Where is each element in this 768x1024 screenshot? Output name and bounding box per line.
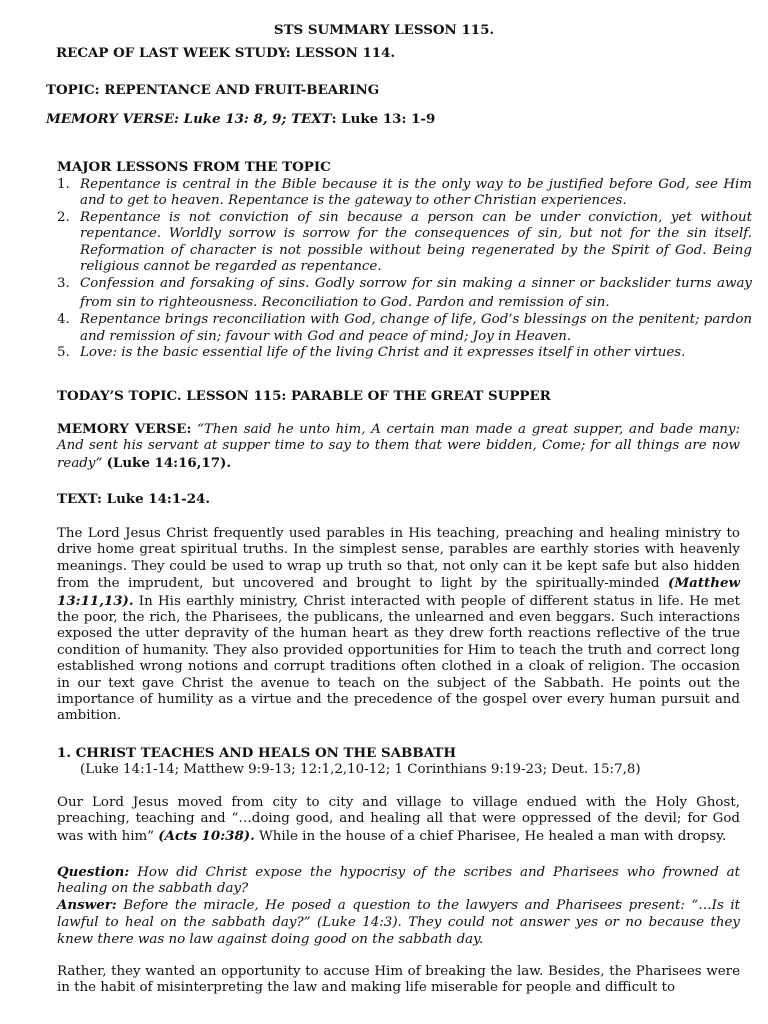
memory-verse-label: MEMORY VERSE: Luke 13: 8, 9; TEXT [46,111,332,127]
topic-heading: TOPIC: REPENTANCE AND FRUIT-BEARING [46,82,380,98]
section-heading: 1. CHRIST TEACHES AND HEALS ON THE SABBATH [57,745,456,761]
memory-verse-line [46,111,435,127]
answer-label: Answer: [57,897,117,913]
memory-verse-label: MEMORY VERSE: [57,421,192,437]
list-item: 4. Repentance brings reconciliation with God, change of life, God’s blessings on the penitent; pardon and remission of sin; favour with God and peace of mind; Joy in Heaven. [57,312,752,344]
list-item: 2. Repentance is not conviction of sin because a person can be under conviction, yet without repentance. Worldly sorrow is sorrow for the consequences of sin, but not for the sin itself. Reformation of character is not possible without being regenerated by the Spirit of God. Being religious cannot be regarded as repentance. [57,209,752,275]
list-item: 1. Repentance is central in the Bible because it is the only way to be justified before God, see Him and to get to heaven. Repentance is the gateway to other Christian experiences. [57,177,752,209]
answer-block [57,897,740,949]
text-reference: TEXT: Luke 14:1-24. [57,491,211,507]
memory-verse-quote: “Then said he unto him, A certain man made a great supper, and bade many: And sent his servant at supper time to say to them that were bidden, Come; for all things are now ready” [57,422,740,471]
section-references: (Luke 14:1-14; Matthew 9:9-13; 12:1,2,10-12; 1 Corinthians 9:19-23; Deut. 15:7,8) [80,762,641,777]
scripture-ref: (Matthew 13:11,13). [57,575,740,609]
intro-paragraph: The Lord Jesus Christ frequently used parables in His teaching, preaching and healing ministry to drive home great spiritual truths. In the simplest sense, parables are earthly stories with heavenly meanings. They could be used to wrap up truth so that, not only can it be kept safe but also hidden from the imprudent, but uncovered and brought to light by the spiritually-minded (Matthew 13:11,13). In His earthly ministry, Christ interacted with people of different status in life. He met the poor, the rich, the Pharisees, the publicans, the unlearned and even beggars. Such interactions exposed the utter depravity of the human heart as they drew forth reactions reflective of the true condition of humanity. They also provided opportunities for Him to teach the truth and correct long established wrong notions and corrupt traditions often clothed in a cloak of religion. The occasion in our text gave Christ the avenue to teach on the subject of the Sabbath. He points out the importance of humility as a virtue and the precedence of the gospel over every human pursuit and ambition. [57,526,740,724]
closing-paragraph: Rather, they wanted an opportunity to accuse Him of breaking the law. Besides, the Pharisees were in the habit of misinterpreting the law and making life miserable for people and difficult to [57,964,740,996]
recap-heading: RECAP OF LAST WEEK STUDY: LESSON 114. [56,45,396,61]
memory-verse-paragraph [57,421,740,472]
list-item: 5. Love: is the basic essential life of the living Christ and it expresses itself in other virtues. [57,345,686,361]
memory-verse-ref: (Luke 14:16,17). [106,454,232,471]
section-paragraph: Our Lord Jesus moved from city to city and village to village endued with the Holy Ghost, preaching, teaching and “…doing good, and healing all that were oppressed of the devil; for God was with him” (Acts 10:38). While in the house of a chief Pharisee, He healed a man with dropsy. [57,795,740,844]
major-lessons-list [57,177,752,362]
todays-topic-heading: TODAY’S TOPIC. LESSON 115: PARABLE OF THE GREAT SUPPER [57,388,551,404]
scripture-ref: (Acts 10:38). [158,827,255,844]
question-text: How did Christ expose the hypocrisy of the scribes and Pharisees who frowned at healing on the sabbath day? [57,865,740,897]
major-lessons-heading: MAJOR LESSONS FROM THE TOPIC [57,159,331,175]
memory-verse-ref: : Luke 13: 1-9 [331,111,436,127]
answer-text: Before the miracle, He posed a question to the lawyers and Pharisees present: “…Is it lawful to heal on the sabbath day?” (Luke 14:3). They could not answer yes or no because they knew there was no law against doing good on the sabbath day. [57,898,740,948]
question-label: Question: [57,864,130,880]
question-block [57,864,740,898]
document-title: STS SUMMARY LESSON 115. [273,22,495,38]
list-item: 3. Confession and forsaking of sins. Godly sorrow for sin making a sinner or backslider turns away from sin to righteousness. Reconciliation to God. Pardon and remission of sin. [57,276,752,310]
